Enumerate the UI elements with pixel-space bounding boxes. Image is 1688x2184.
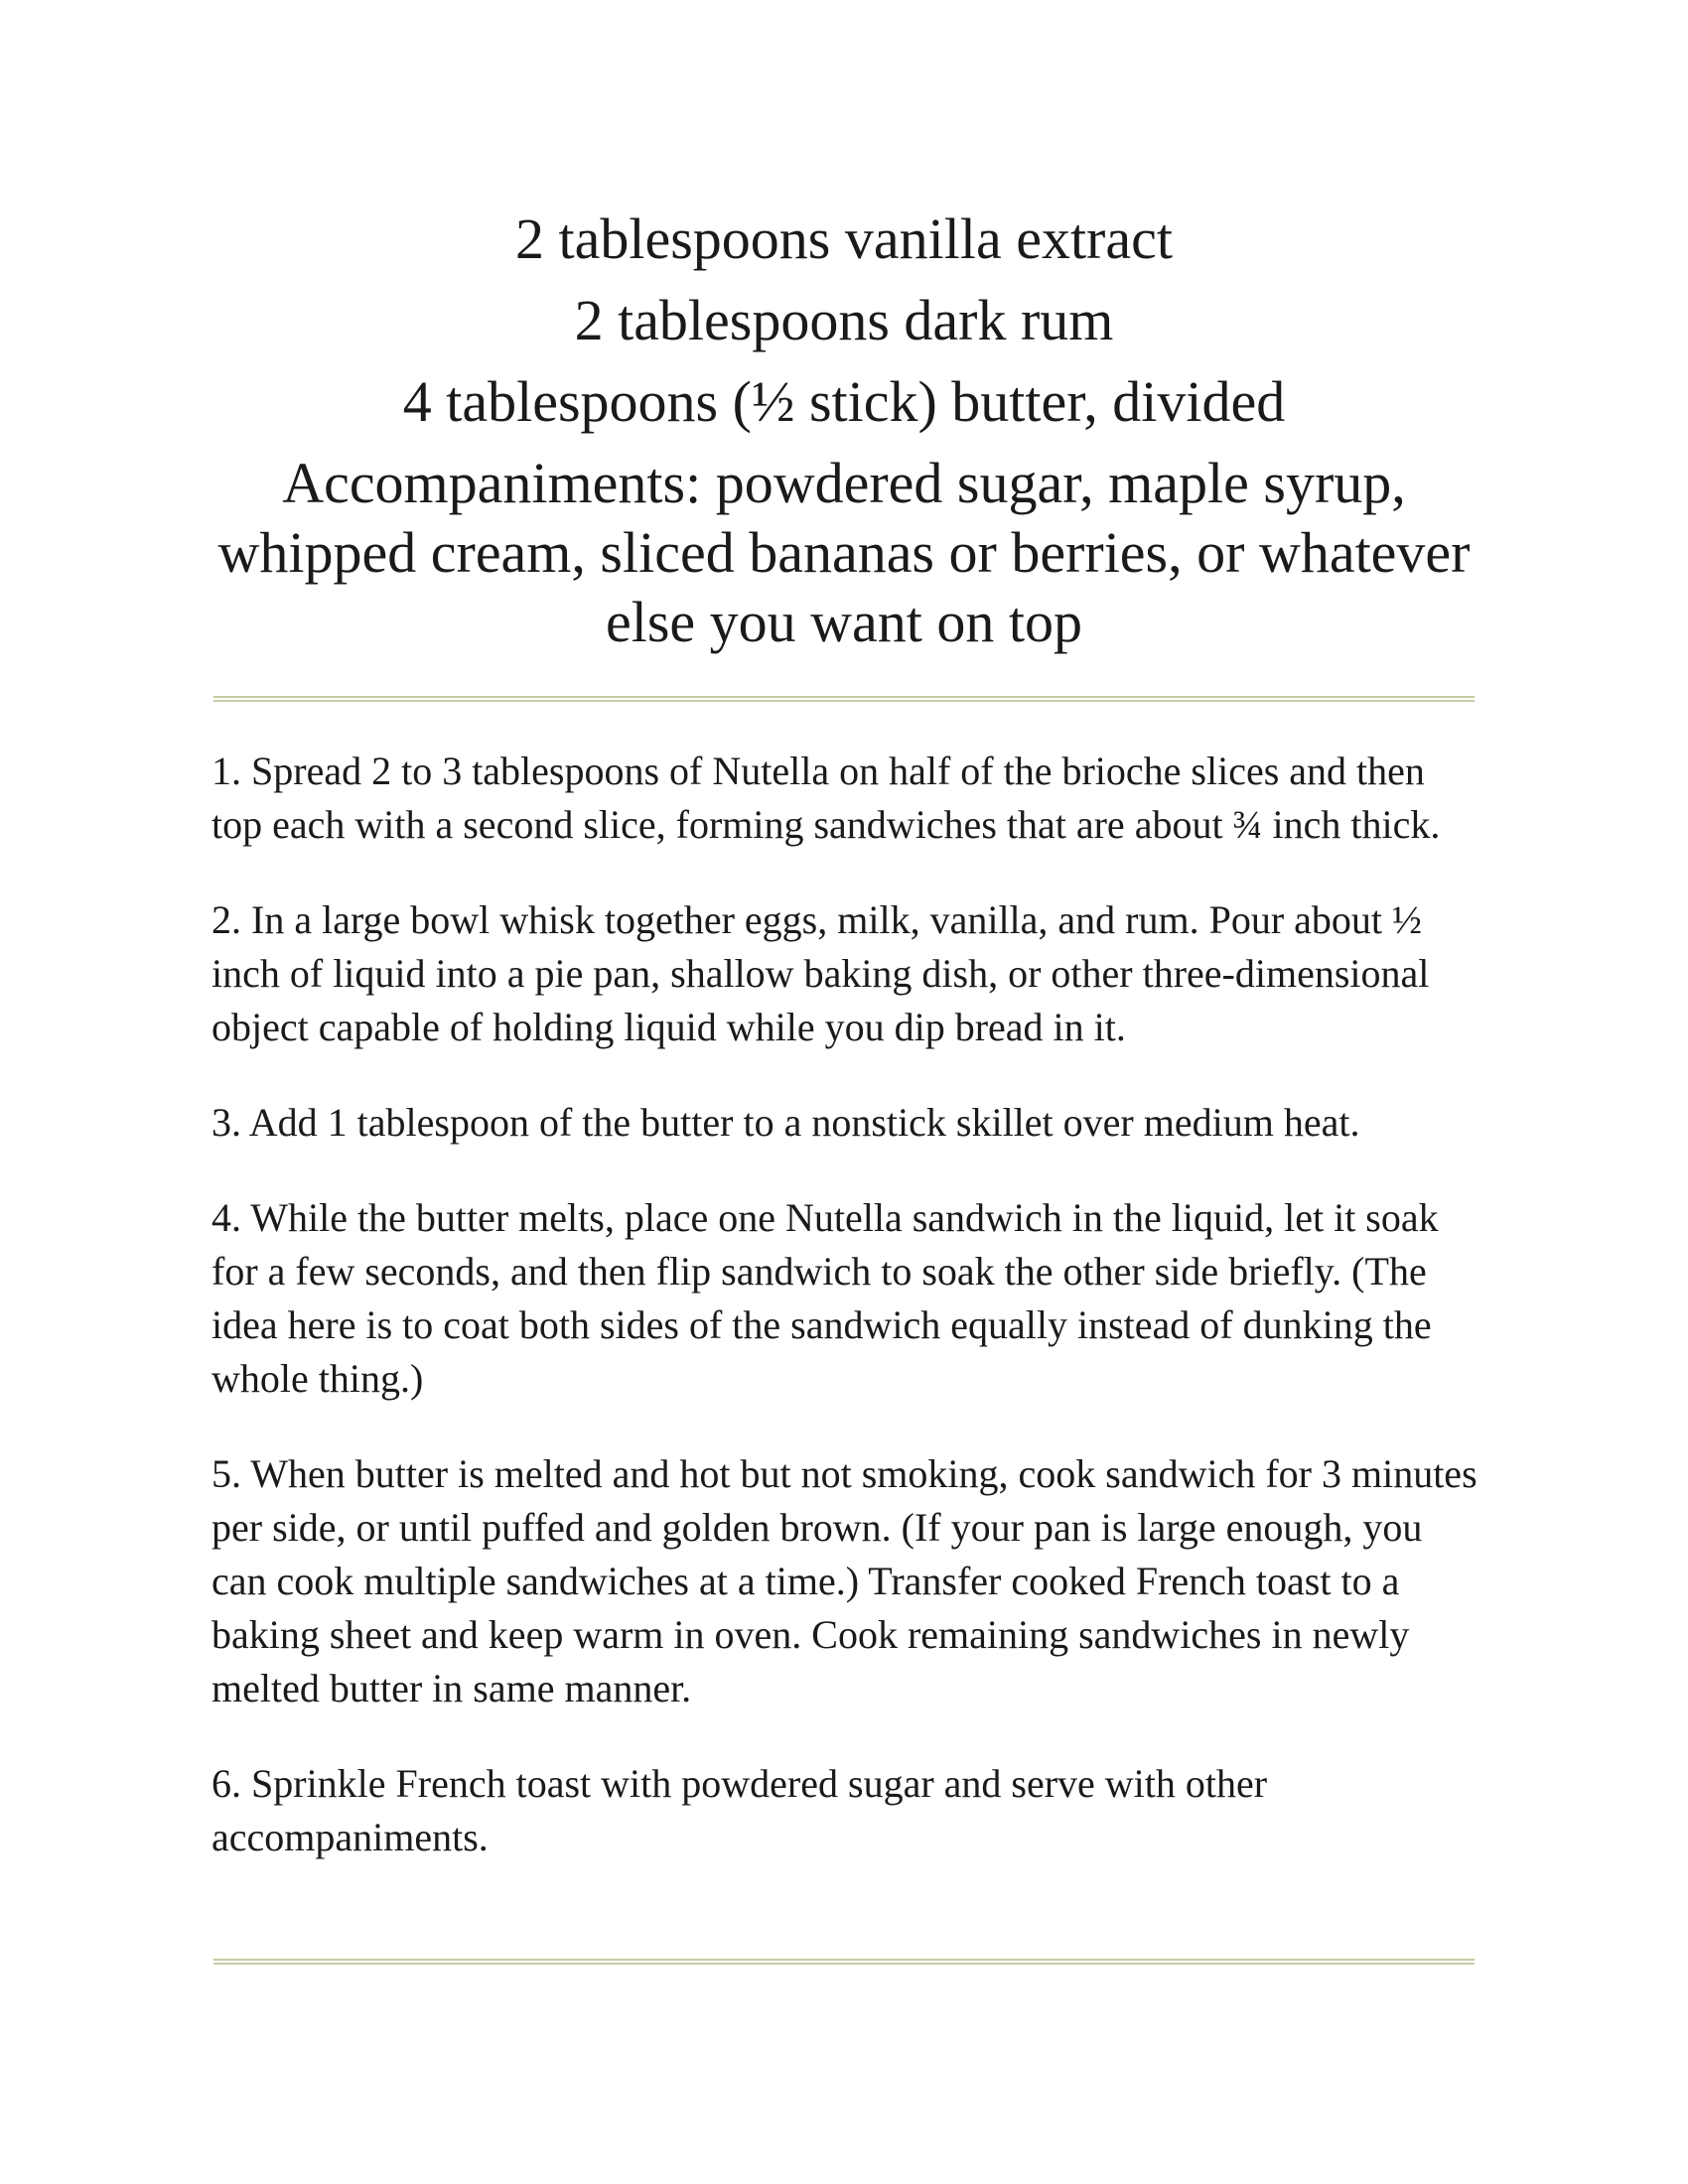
- step-1: 1. Spread 2 to 3 tablespoons of Nutella on half of the brioche slices and then top each with a second slice, forming sandwiches that are about ¾ inch thick.: [211, 749, 1441, 847]
- instructions-list: [211, 745, 1482, 1906]
- ingredient-rum: 2 tablespoons dark rum: [574, 288, 1114, 352]
- step-2: 2. In a large bowl whisk together eggs, milk, vanilla, and rum. Pour about ½ inch of liquid into a pie pan, shallow baking dish, or other three-dimensional object capable of holding liquid while you dip bread in it.: [211, 897, 1430, 1049]
- ingredient-butter: 4 tablespoons (½ stick) butter, divided: [402, 369, 1286, 434]
- divider-top: [213, 696, 1475, 702]
- step-5: 5. When butter is melted and hot but not smoking, cook sandwich for 3 minutes per side, or until puffed and golden brown. (If your pan is large enough, you can cook multiple sandwiches at a time.) Transfer cooked French toast to a baking sheet and keep warm in oven. Cook remaining sandwiches in newly melted butter in same manner.: [211, 1451, 1477, 1710]
- step-3: 3. Add 1 tablespoon of the butter to a nonstick skillet over medium heat.: [211, 1100, 1360, 1145]
- ingredients-list: [211, 199, 1477, 657]
- divider-bottom: [213, 1959, 1475, 1965]
- ingredient-vanilla: 2 tablespoons vanilla extract: [515, 206, 1173, 271]
- step-4: 4. While the butter melts, place one Nutella sandwich in the liquid, let it soak for a few seconds, and then flip sandwich to soak the other side briefly. (The idea here is to coat both sides of the sandwich equally instead of dunking the whole thing.): [211, 1195, 1439, 1401]
- ingredient-accompaniments: Accompaniments: powdered sugar, maple syrup, whipped cream, sliced bananas or berries, or whatever else you want on top: [217, 451, 1471, 654]
- step-6: 6. Sprinkle French toast with powdered sugar and serve with other accompaniments.: [211, 1761, 1268, 1859]
